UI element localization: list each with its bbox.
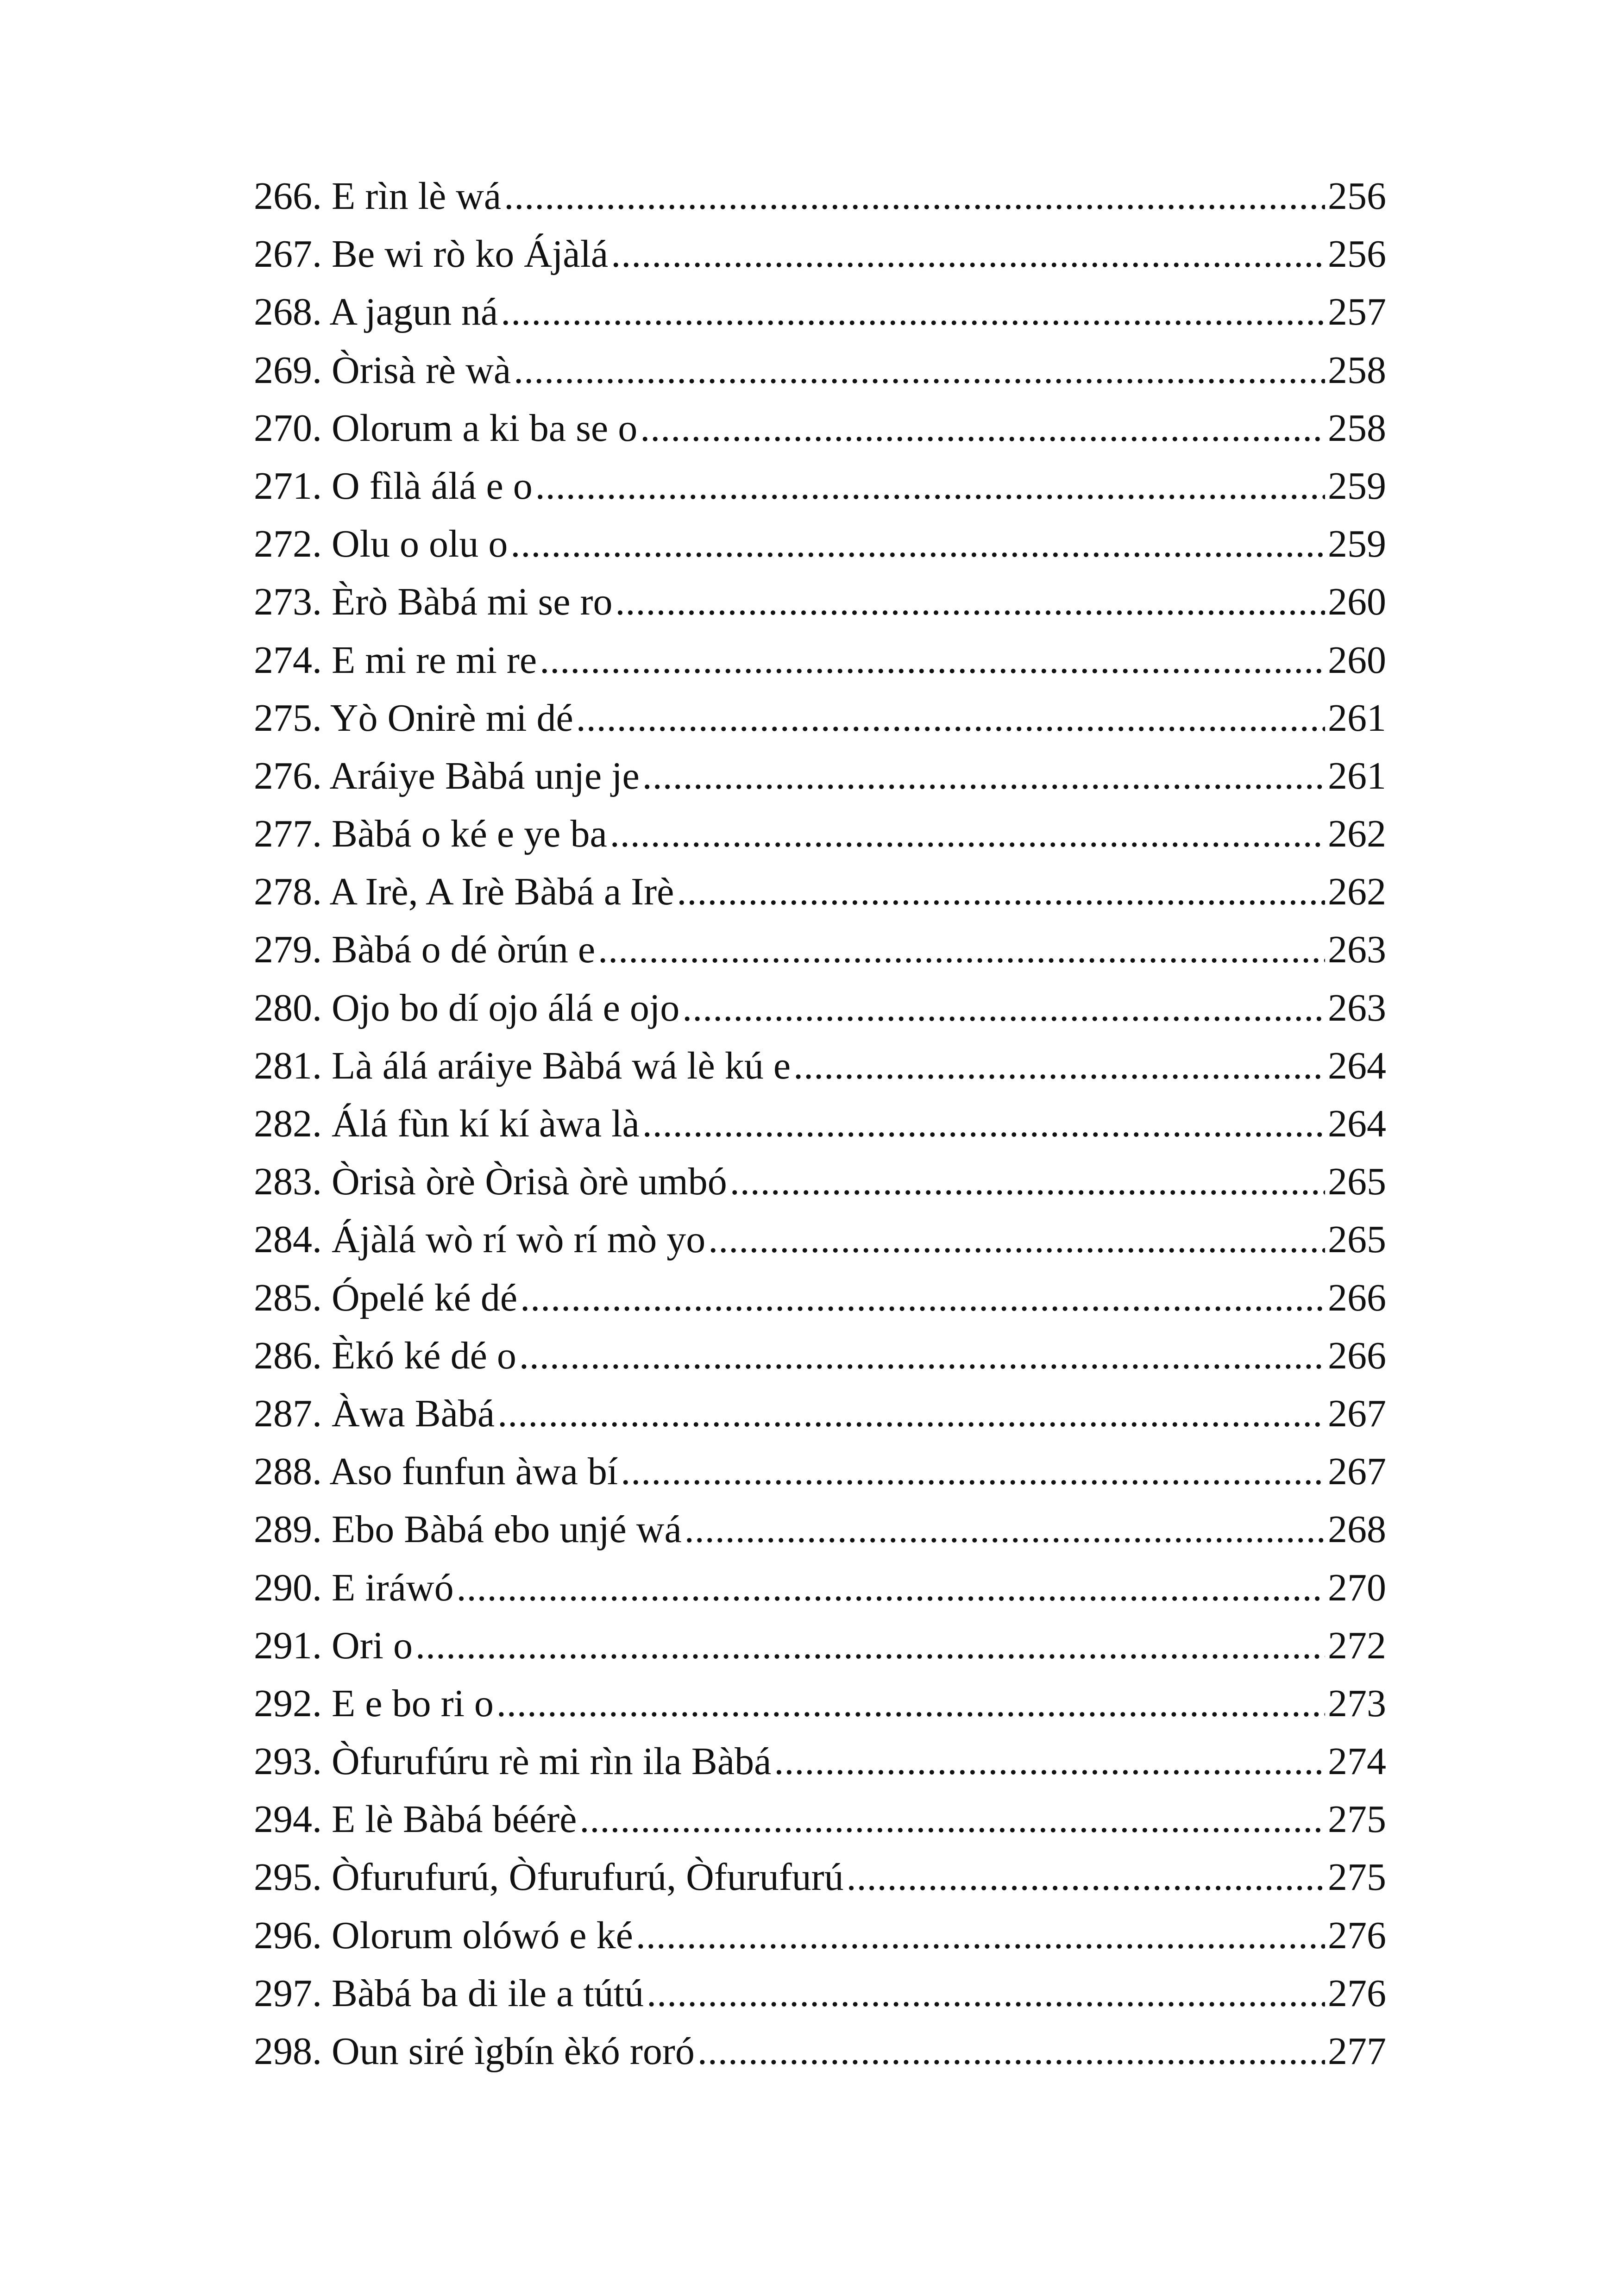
entry-page-number: 260 bbox=[1328, 580, 1386, 624]
dot-leader bbox=[677, 863, 1325, 921]
dot-leader bbox=[510, 515, 1325, 573]
dot-leader bbox=[730, 1153, 1325, 1211]
dot-leader bbox=[457, 1559, 1325, 1617]
entry-page-number: 268 bbox=[1328, 1508, 1386, 1551]
entry-page-number: 274 bbox=[1328, 1740, 1386, 1783]
entry-title: 276. Aráiye Bàbá unje je bbox=[254, 754, 640, 797]
entry-title: 281. Là álá aráiye Bàbá wá lè kú e bbox=[254, 1044, 791, 1087]
entry-page-number: 276 bbox=[1328, 1913, 1386, 1957]
entry-page-number: 256 bbox=[1328, 232, 1386, 276]
entry-title: 272. Olu o olu o bbox=[254, 522, 508, 566]
toc-entry bbox=[254, 1269, 1386, 1327]
entry-page-number: 262 bbox=[1328, 870, 1386, 914]
entry-page-number: 263 bbox=[1328, 986, 1386, 1029]
entry-page-number: 256 bbox=[1328, 175, 1386, 218]
dot-leader bbox=[636, 1907, 1325, 1964]
toc-entry bbox=[254, 631, 1386, 689]
dot-leader bbox=[682, 979, 1325, 1037]
toc-entry bbox=[254, 1095, 1386, 1153]
entry-page-number: 258 bbox=[1328, 406, 1386, 450]
entry-page-number: 267 bbox=[1328, 1450, 1386, 1493]
toc-entry bbox=[254, 399, 1386, 457]
toc-entry bbox=[254, 457, 1386, 515]
entry-title: 293. Òfurufúru rè mi rìn ila Bàbá bbox=[254, 1740, 772, 1783]
entry-title: 295. Òfurufurú, Òfurufurú, Òfurufurú bbox=[254, 1856, 844, 1899]
entry-page-number: 264 bbox=[1328, 1044, 1386, 1087]
toc-entry bbox=[254, 1037, 1386, 1095]
entry-page-number: 266 bbox=[1328, 1334, 1386, 1377]
entry-title: 266. E rìn lè wá bbox=[254, 175, 502, 218]
entry-page-number: 277 bbox=[1328, 2030, 1386, 2073]
toc-entry bbox=[254, 573, 1386, 631]
dot-leader bbox=[642, 1095, 1325, 1153]
dot-leader bbox=[415, 1617, 1325, 1675]
entry-page-number: 264 bbox=[1328, 1102, 1386, 1145]
toc-entry bbox=[254, 747, 1386, 805]
entry-page-number: 275 bbox=[1328, 1856, 1386, 1899]
toc-entry bbox=[254, 1617, 1386, 1675]
toc-entry bbox=[254, 1790, 1386, 1848]
entry-title: 267. Be wi rò ko Ájàlá bbox=[254, 232, 609, 276]
toc-entry bbox=[254, 341, 1386, 399]
toc-entry bbox=[254, 1327, 1386, 1385]
dot-leader bbox=[611, 225, 1325, 283]
entry-page-number: 273 bbox=[1328, 1681, 1386, 1725]
toc-entry bbox=[254, 1443, 1386, 1500]
entry-title: 286. Èkó ké dé o bbox=[254, 1334, 516, 1377]
entry-title: 280. Ojo bo dí ojo álá e ojo bbox=[254, 986, 680, 1029]
table-of-contents bbox=[254, 167, 1386, 2080]
toc-entry bbox=[254, 1848, 1386, 1906]
entry-title: 271. O fìlà álá e o bbox=[254, 464, 533, 508]
entry-page-number: 261 bbox=[1328, 696, 1386, 740]
entry-title: 287. Àwa Bàbá bbox=[254, 1392, 495, 1435]
dot-leader bbox=[496, 1675, 1325, 1732]
dot-leader bbox=[685, 1500, 1325, 1558]
toc-entry bbox=[254, 1500, 1386, 1558]
entry-page-number: 265 bbox=[1328, 1160, 1386, 1204]
toc-entry bbox=[254, 863, 1386, 921]
toc-entry bbox=[254, 2022, 1386, 2080]
dot-leader bbox=[501, 283, 1325, 341]
entry-title: 275. Yò Onirè mi dé bbox=[254, 696, 573, 740]
entry-title: 274. E mi re mi re bbox=[254, 638, 537, 682]
entry-title: 294. E lè Bàbá béérè bbox=[254, 1798, 577, 1841]
entry-title: 290. E iráwó bbox=[254, 1566, 454, 1609]
dot-leader bbox=[640, 399, 1325, 457]
entry-page-number: 259 bbox=[1328, 464, 1386, 508]
dot-leader bbox=[697, 2022, 1325, 2080]
dot-leader bbox=[497, 1385, 1325, 1443]
entry-page-number: 270 bbox=[1328, 1566, 1386, 1609]
entry-page-number: 265 bbox=[1328, 1218, 1386, 1261]
toc-entry bbox=[254, 1907, 1386, 1964]
toc-entry bbox=[254, 1153, 1386, 1211]
toc-entry bbox=[254, 515, 1386, 573]
entry-title: 268. A jagun ná bbox=[254, 290, 498, 334]
dot-leader bbox=[504, 167, 1325, 225]
entry-page-number: 267 bbox=[1328, 1392, 1386, 1435]
entry-page-number: 258 bbox=[1328, 348, 1386, 392]
toc-entry bbox=[254, 805, 1386, 863]
toc-entry bbox=[254, 1964, 1386, 2022]
dot-leader bbox=[708, 1211, 1325, 1268]
dot-leader bbox=[847, 1848, 1325, 1906]
toc-entry bbox=[254, 979, 1386, 1037]
entry-page-number: 257 bbox=[1328, 290, 1386, 334]
toc-entry bbox=[254, 1732, 1386, 1790]
entry-page-number: 272 bbox=[1328, 1624, 1386, 1667]
entry-page-number: 260 bbox=[1328, 638, 1386, 682]
entry-title: 279. Bàbá o dé òrún e bbox=[254, 928, 596, 972]
entry-page-number: 276 bbox=[1328, 1971, 1386, 2015]
toc-entry bbox=[254, 921, 1386, 979]
entry-title: 283. Òrisà òrè Òrisà òrè umbó bbox=[254, 1160, 727, 1204]
dot-leader bbox=[540, 631, 1325, 689]
toc-entry bbox=[254, 167, 1386, 225]
entry-page-number: 259 bbox=[1328, 522, 1386, 566]
entry-page-number: 261 bbox=[1328, 754, 1386, 797]
entry-title: 278. A Irè, A Irè Bàbá a Irè bbox=[254, 870, 674, 914]
entry-title: 269. Òrisà rè wà bbox=[254, 348, 511, 392]
dot-leader bbox=[610, 805, 1325, 863]
entry-page-number: 275 bbox=[1328, 1798, 1386, 1841]
entry-title: 298. Oun siré ìgbín èkó roró bbox=[254, 2030, 695, 2073]
toc-entry bbox=[254, 225, 1386, 283]
entry-page-number: 262 bbox=[1328, 812, 1386, 856]
dot-leader bbox=[520, 1269, 1325, 1327]
entry-title: 284. Ájàlá wò rí wò rí mò yo bbox=[254, 1218, 706, 1261]
dot-leader bbox=[535, 457, 1325, 515]
dot-leader bbox=[616, 573, 1326, 631]
entry-title: 273. Èrò Bàbá mi se ro bbox=[254, 580, 613, 624]
entry-title: 282. Álá fùn kí kí àwa là bbox=[254, 1102, 640, 1145]
entry-title: 270. Olorum a ki ba se o bbox=[254, 406, 638, 450]
entry-page-number: 266 bbox=[1328, 1276, 1386, 1319]
dot-leader bbox=[576, 689, 1325, 747]
entry-title: 292. E e bo ri o bbox=[254, 1681, 494, 1725]
dot-leader bbox=[579, 1790, 1325, 1848]
dot-leader bbox=[642, 747, 1325, 805]
dot-leader bbox=[647, 1964, 1325, 2022]
entry-title: 296. Olorum olówó e ké bbox=[254, 1913, 633, 1957]
entry-title: 291. Ori o bbox=[254, 1624, 413, 1667]
toc-entry bbox=[254, 689, 1386, 747]
entry-title: 297. Bàbá ba di ile a tútú bbox=[254, 1971, 644, 2015]
entry-title: 285. Ópelé ké dé bbox=[254, 1276, 518, 1319]
toc-entry bbox=[254, 1559, 1386, 1617]
dot-leader bbox=[774, 1732, 1325, 1790]
dot-leader bbox=[621, 1443, 1325, 1500]
dot-leader bbox=[519, 1327, 1325, 1385]
entry-title: 289. Ebo Bàbá ebo unjé wá bbox=[254, 1508, 682, 1551]
toc-entry bbox=[254, 1211, 1386, 1268]
toc-entry bbox=[254, 283, 1386, 341]
dot-leader bbox=[514, 341, 1325, 399]
entry-page-number: 263 bbox=[1328, 928, 1386, 972]
dot-leader bbox=[598, 921, 1325, 979]
dot-leader bbox=[793, 1037, 1325, 1095]
entry-title: 277. Bàbá o ké e ye ba bbox=[254, 812, 607, 856]
toc-entry bbox=[254, 1385, 1386, 1443]
entry-title: 288. Aso funfun àwa bí bbox=[254, 1450, 618, 1493]
toc-entry bbox=[254, 1675, 1386, 1732]
